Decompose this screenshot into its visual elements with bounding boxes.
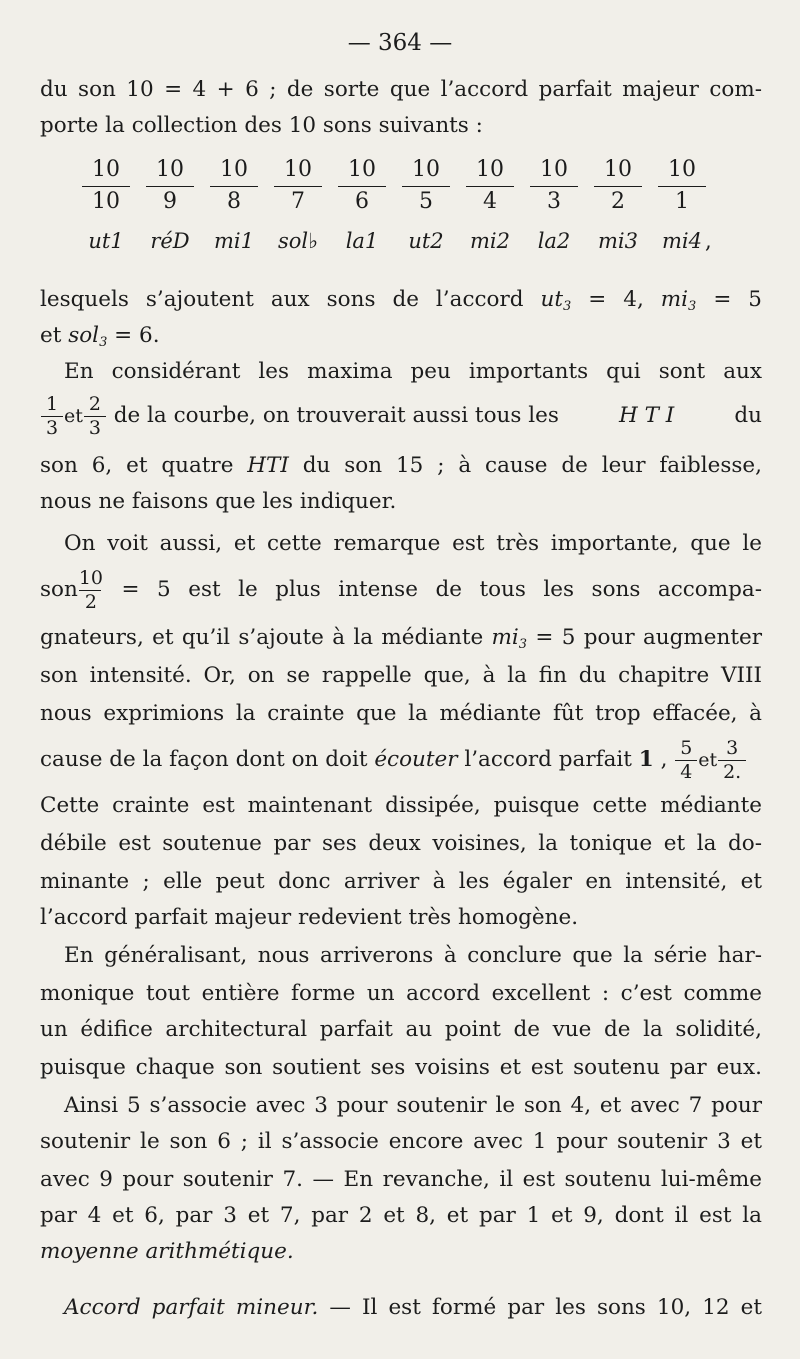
text-line: lesquels s’ajoutent aux sons de l’accord $ut_3 = 4$, $mi_3 = 5$ xyxy=(40,287,762,314)
fraction-item: 10 5 xyxy=(400,158,452,214)
text-line: En généralisant, nous arriverons à conclure que la série har- xyxy=(64,943,762,968)
text-line: Ainsi 5 s’associe avec 3 pour soutenir le son 4, et avec 7 pour xyxy=(64,1093,762,1118)
text-line: son intensité. Or, on se rappelle que, à la fin du chapitre VIII xyxy=(40,663,762,688)
text-line: nous ne faisons que les indiquer. xyxy=(40,489,397,514)
text-line: par 4 et 6, par 3 et 7, par 2 et 8, et par 1 et 9, dont il est la xyxy=(40,1203,762,1228)
note-names-row xyxy=(80,229,740,261)
fraction-one-third: 1 3 xyxy=(41,394,63,438)
text-line: moyenne arithmétique. xyxy=(40,1239,294,1264)
fraction-item: 10 2 xyxy=(592,158,644,214)
section-heading-line: Accord parfait mineur. — Il est formé par les sons 10, 12 et xyxy=(64,1295,762,1320)
fraction-series xyxy=(80,158,710,218)
section-title: Accord parfait mineur. xyxy=(64,1295,319,1320)
fraction-item: 10 8 xyxy=(208,158,260,214)
note-name: sol♭ xyxy=(277,229,319,253)
text-line: avec 9 pour soutenir 7. — En revanche, il est soutenu lui-même xyxy=(40,1167,762,1192)
fraction-item: 10 4 xyxy=(464,158,516,214)
text-line: monique tout entière forme un accord excellent : c’est comme xyxy=(40,981,762,1006)
text-line: débile est soutenue par ses deux voisines, la tonique et la do- xyxy=(40,831,762,856)
text-line: son 6, et quatre HTI du son 15 ; à cause de leur faiblesse, xyxy=(40,453,762,478)
text-line: On voit aussi, et cette remarque est très importante, que le xyxy=(64,531,762,556)
note-name: la2 xyxy=(537,229,571,253)
fraction-item: 10 10 xyxy=(80,158,132,214)
text-line: nous exprimions la crainte que la médiante fût trop effacée, à xyxy=(40,701,762,726)
fraction-ten-halves: 10 2 xyxy=(78,567,104,613)
text-line: Cette crainte est maintenant dissipée, puisque cette médiante xyxy=(40,793,762,818)
note-name: ut2 xyxy=(408,229,444,253)
fraction-item: 10 9 xyxy=(144,158,196,214)
text-line: En considérant les maxima peu importants qui sont aux xyxy=(64,359,762,384)
text-line: et sol$_3$ = 6. xyxy=(40,323,160,350)
text-line: cause de la façon dont on doit écouter l’accord parfait 1 , 5 4 et 3 2. xyxy=(40,732,762,788)
text-line: un édifice architectural parfait au point de vue de la solidité, xyxy=(40,1017,762,1042)
fraction-two-thirds: 2 3 xyxy=(84,394,106,438)
note-name: mi3 xyxy=(598,229,638,253)
fraction-item: 10 3 xyxy=(528,158,580,214)
fraction-five-fourths: 5 4 xyxy=(675,738,697,782)
text-line: gnateurs, et qu’il s’ajoute à la médiante $mi_3 = 5$ pour augmenter xyxy=(40,625,762,652)
note-name: mi1 xyxy=(214,229,254,253)
text-line: son 10 2 = 5 est le plus intense de tous les sons accompa- xyxy=(40,567,762,613)
note-name: la1 xyxy=(345,229,379,253)
text-line: puisque chaque son soutient ses voisins et est soutenu par eux. xyxy=(40,1055,762,1080)
text-line: 1 3 et 2 3 de la courbe, on trouverait aussi tous les H T I du xyxy=(40,394,762,438)
note-name: réD xyxy=(150,229,190,253)
text-line: soutenir le son 6 ; il s’associe encore avec 1 pour soutenir 3 et xyxy=(40,1129,762,1154)
note-name: mi2 xyxy=(470,229,510,253)
note-name: mi4 xyxy=(662,229,702,253)
text-line: du son 10 = 4 + 6 ; de sorte que l’accord parfait majeur com- xyxy=(40,77,762,102)
page-number: — 364 — xyxy=(347,30,453,56)
fraction-item: 10 1 xyxy=(656,158,708,214)
fraction-item: 10 7 xyxy=(272,158,324,214)
text-line: l’accord parfait majeur redevient très homogène. xyxy=(40,905,579,930)
text-line: minante ; elle peut donc arriver à les égaler en intensité, et xyxy=(40,869,762,894)
notes-tail: , xyxy=(705,229,712,253)
note-name: ut1 xyxy=(88,229,124,253)
text-line: porte la collection des 10 sons suivants : xyxy=(40,113,483,138)
fraction-three-halves: 3 2. xyxy=(718,738,746,782)
fraction-item: 10 6 xyxy=(336,158,388,214)
